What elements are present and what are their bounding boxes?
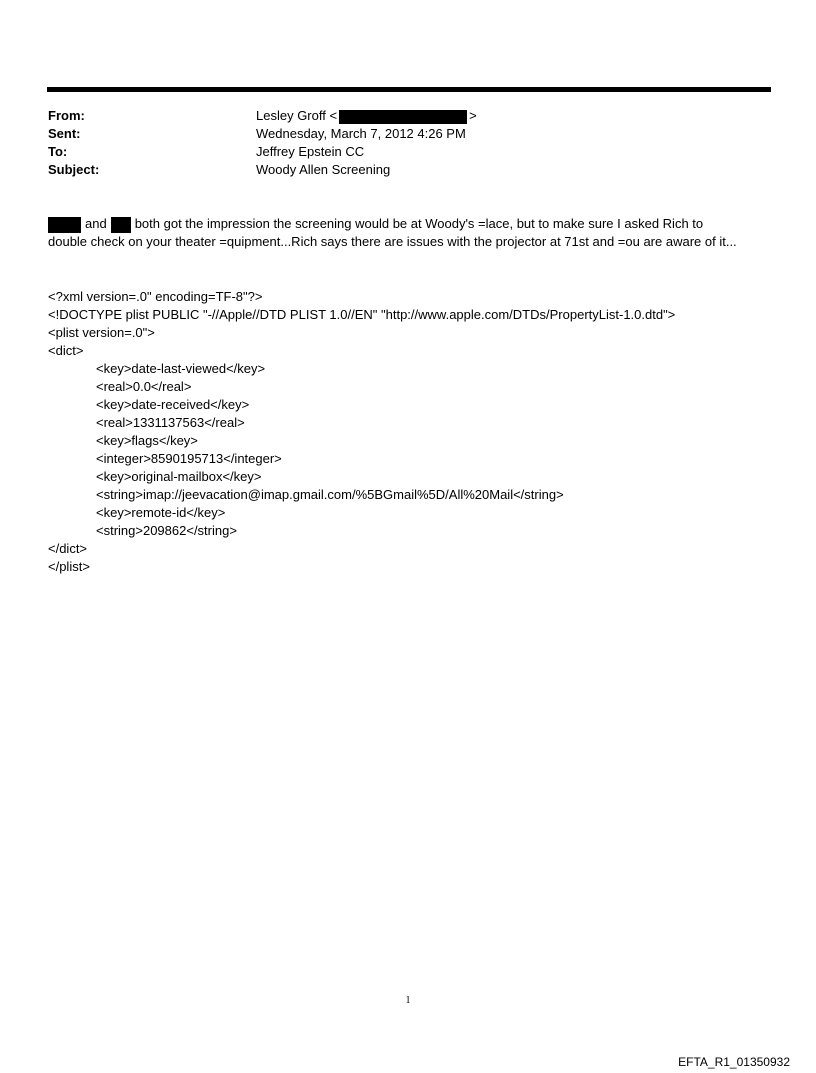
sent-value: Wednesday, March 7, 2012 4:26 PM [256,126,466,141]
body-line-2: double check on your theater =quipment...Rich says there are issues with the projector at 71st and =ou are aware of it... [48,234,737,249]
plist-entry: <key>date-last-viewed</key> [96,361,266,376]
sent-label: Sent: [48,126,81,141]
email-body [48,215,778,251]
doctype-line: <!DOCTYPE plist PUBLIC "-//Apple//DTD PLIST 1.0//EN" "http://www.apple.com/DTDs/PropertyList-1.0.dtd"> [48,307,676,322]
plist-entry: <key>original-mailbox</key> [96,469,262,484]
page-number: 1 [405,995,411,1006]
subject-value: Woody Allen Screening [256,162,391,177]
redacted-name [48,217,81,233]
plist-entry: <key>remote-id</key> [96,505,226,520]
dict-close: </dict> [48,541,88,556]
document-id: EFTA_R1_01350932 [678,1055,790,1069]
body-text-rest: both got the impression the screening would be at Woody's =lace, but to make sure I asked Rich to [134,216,704,231]
sent-row [48,125,748,143]
plist-close: </plist> [48,559,90,574]
redacted-email [339,110,467,124]
from-label: From: [48,108,85,123]
to-label: To: [48,144,68,159]
plist-open: <plist version=.0"> [48,325,155,340]
to-value: Jeffrey Epstein CC [256,144,365,159]
plist-entry: <string>imap://jeevacation@imap.gmail.com/%5BGmail%5D/All%20Mail</string> [96,487,564,502]
redacted-name [111,217,131,233]
to-row [48,143,748,161]
body-text-and: and [85,216,107,231]
header-divider [47,87,771,92]
plist-entry: <real>0.0</real> [96,379,192,394]
dict-open: <dict> [48,343,84,358]
email-header [48,107,748,179]
xml-declaration: <?xml version=.0" encoding=TF-8"?> [48,289,263,304]
body-line-1 [48,215,778,233]
plist-entry: <key>date-received</key> [96,397,250,412]
plist-entry: <integer>8590195713</integer> [96,451,282,466]
plist-entry: <string>209862</string> [96,523,237,538]
from-close-bracket: > [469,108,477,123]
subject-row [48,161,748,179]
plist-metadata [48,288,768,576]
plist-entry: <key>flags</key> [96,433,198,448]
plist-entry: <real>1331137563</real> [96,415,245,430]
from-value [256,107,748,125]
sender-name: Lesley Groff < [256,108,338,123]
from-row [48,107,748,125]
subject-label: Subject: [48,162,100,177]
